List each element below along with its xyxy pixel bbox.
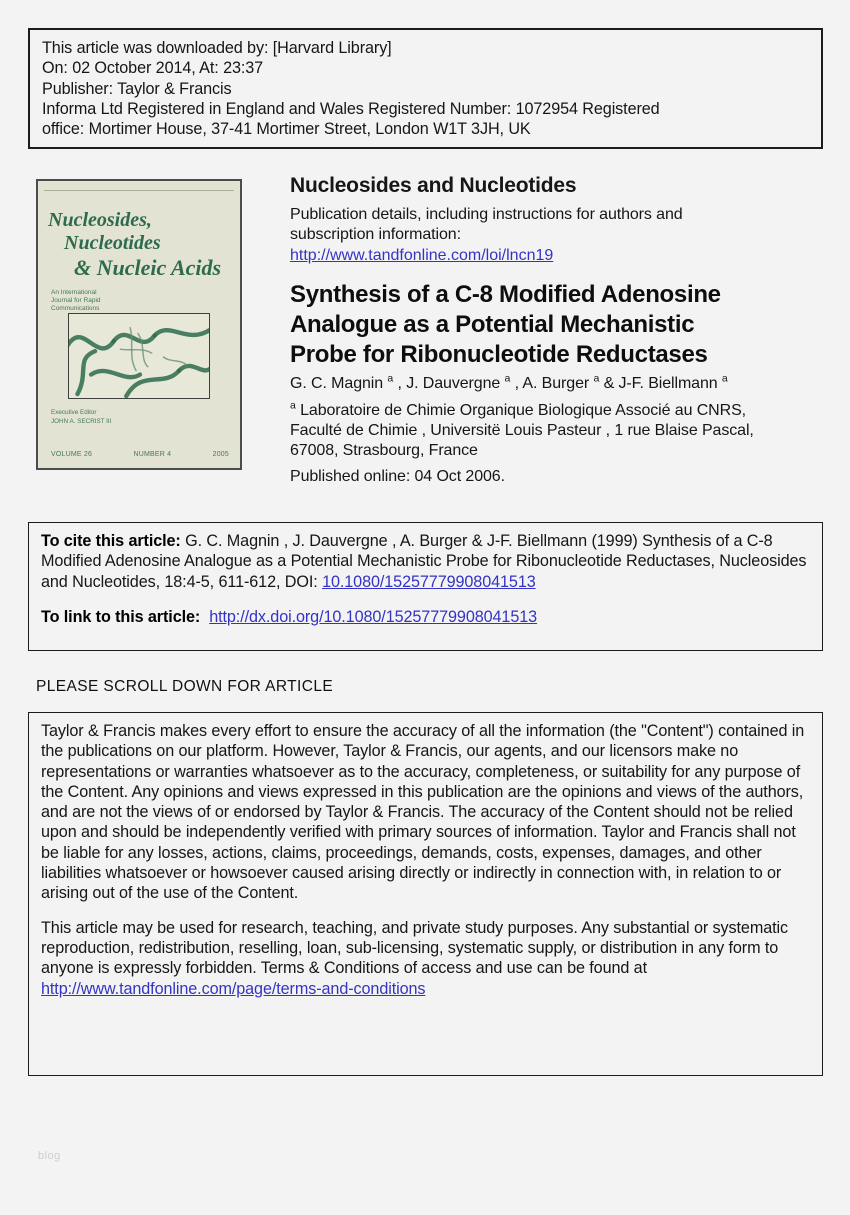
scroll-down-note: PLEASE SCROLL DOWN FOR ARTICLE: [36, 678, 334, 695]
link-label: To link to this article:: [41, 607, 201, 626]
cover-top-rule: [44, 190, 234, 191]
disclaimer-box: [28, 712, 823, 1076]
cover-editor: [51, 409, 111, 426]
cite-label: To cite this article:: [41, 532, 181, 550]
affiliation-text: Laboratoire de Chimie Organique Biologique Associé au CNRS,: [295, 402, 747, 419]
journal-name: Nucleosides and Nucleotides: [290, 174, 577, 197]
affiliation-sup: a: [290, 399, 296, 412]
author-name: J. Dauvergne: [406, 375, 505, 392]
molecule-squiggle-art: [69, 314, 209, 398]
terms-text: This article may be used for research, teaching, and private study purposes. Any substantial or systematic reproduction, redistribution, reselling, loan, sub-licensing, systematic supply, or distribution in any form to anyone is expressly forbidden. Terms & Conditions of access and use can be found at: [41, 918, 788, 978]
article-doi-url-link[interactable]: http://dx.doi.org/10.1080/15257779908041513: [209, 607, 538, 626]
publication-details: [290, 205, 683, 245]
cover-title-line: Nucleosides,: [48, 209, 152, 231]
affiliation-line: 67008, Strasbourg, France: [290, 442, 478, 459]
download-line: Publisher: Taylor & Francis: [42, 79, 232, 98]
author-name: G. C. Magnin: [290, 375, 388, 392]
download-info-box: [28, 28, 823, 149]
author-separator: ,: [510, 375, 523, 392]
journal-homepage-link[interactable]: http://www.tandfonline.com/loi/lncn19: [290, 247, 554, 264]
download-line: Informa Ltd Registered in England and Wales Registered Number: 1072954 Registered: [42, 99, 660, 118]
author-name: A. Burger: [522, 375, 594, 392]
article-title: [290, 280, 721, 370]
cover-volume: VOLUME 26: [51, 451, 93, 458]
cover-editor-label: Executive Editor: [51, 409, 97, 416]
cover-subtitle-line: An International: [51, 289, 97, 296]
cover-subtitle-line: Communications: [51, 305, 100, 312]
published-online: Published online: 04 Oct 2006.: [290, 468, 505, 485]
terms-paragraph: [41, 918, 810, 999]
affiliation-line: [290, 401, 754, 421]
download-line: office: Mortimer House, 37-41 Mortimer Street, London W1T 3JH, UK: [42, 120, 531, 139]
download-line: This article was downloaded by: [Harvard Library]: [42, 39, 392, 57]
terms-and-conditions-link[interactable]: http://www.tandfonline.com/page/terms-and-conditions: [41, 979, 426, 998]
article-title-line: Probe for Ribonucleotide Reductases: [290, 341, 708, 368]
doi-link[interactable]: 10.1080/15257779908041513: [322, 572, 536, 591]
cite-paragraph: [41, 531, 810, 592]
download-line: On: 02 October 2014, At: 23:37: [42, 59, 264, 78]
author-affiliation-sup: a: [593, 372, 600, 385]
cover-editor-name: JOHN A. SECRIST III: [51, 417, 112, 425]
author-affiliation-sup: a: [387, 372, 394, 385]
watermark-text: blog: [38, 1150, 61, 1162]
affiliation-line: Faculté de Chimie , Universitë Louis Pasteur , 1 rue Blaise Pascal,: [290, 422, 754, 439]
author-affiliation-sup: a: [504, 372, 511, 385]
publication-details-line: subscription information:: [290, 226, 461, 243]
cover-number: NUMBER 4: [133, 451, 172, 458]
author-separator: &: [599, 375, 619, 392]
article-authors: [290, 372, 728, 393]
cover-subtitle: [51, 289, 101, 313]
publication-details-line: Publication details, including instructions for authors and: [290, 206, 683, 223]
cover-year: 2005: [212, 451, 229, 458]
cover-title: [48, 209, 221, 280]
article-affiliation: [290, 401, 754, 461]
article-title-line: Analogue as a Potential Mechanistic: [290, 311, 695, 338]
citation-box: [28, 522, 823, 651]
link-paragraph: [41, 607, 810, 627]
cover-subtitle-line: Journal for Rapid: [51, 297, 101, 304]
cover-footer: [51, 451, 229, 458]
cover-title-line: Nucleotides: [64, 232, 161, 254]
cover-artwork: [68, 313, 210, 399]
author-name: J-F. Biellmann: [618, 375, 722, 392]
author-affiliation-sup: a: [721, 372, 728, 385]
disclaimer-paragraph: Taylor & Francis makes every effort to ensure the accuracy of all the information (the "Content") contained in the publications on our platform. However, Taylor & Francis, our agents, and our licensors make no representations or warranties whatsoever as to the accuracy, completeness, or suitability for any purpose of the Content. Any opinions and views expressed in this publication are the opinions and views of the authors, and are not the views of or endorsed by Taylor & Francis. The accuracy of the Content should not be relied upon and should be independently verified with primary sources of information. Taylor and Francis shall not be liable for any losses, actions, claims, proceedings, demands, costs, expenses, damages, and other liabilities whatsoever or howsoever caused arising directly or indirectly in connection with, in relation to or arising out of the use of the Content.: [41, 722, 805, 903]
article-title-line: Synthesis of a C-8 Modified Adenosine: [290, 281, 721, 308]
cover-title-line: & Nucleic Acids: [74, 255, 222, 280]
author-separator: ,: [393, 375, 407, 392]
cite-text: G. C. Magnin , J. Dauvergne , A. Burger & J-F. Biellmann (1999) Synthesis of a C-8 Modified Adenosine Analogue as a Potential Mechanistic Probe for Ribonucleotide Reductases, Nucleosides and Nucleotides, 18:4-5, 611-612, DOI:: [41, 532, 807, 591]
journal-cover: [36, 179, 242, 470]
